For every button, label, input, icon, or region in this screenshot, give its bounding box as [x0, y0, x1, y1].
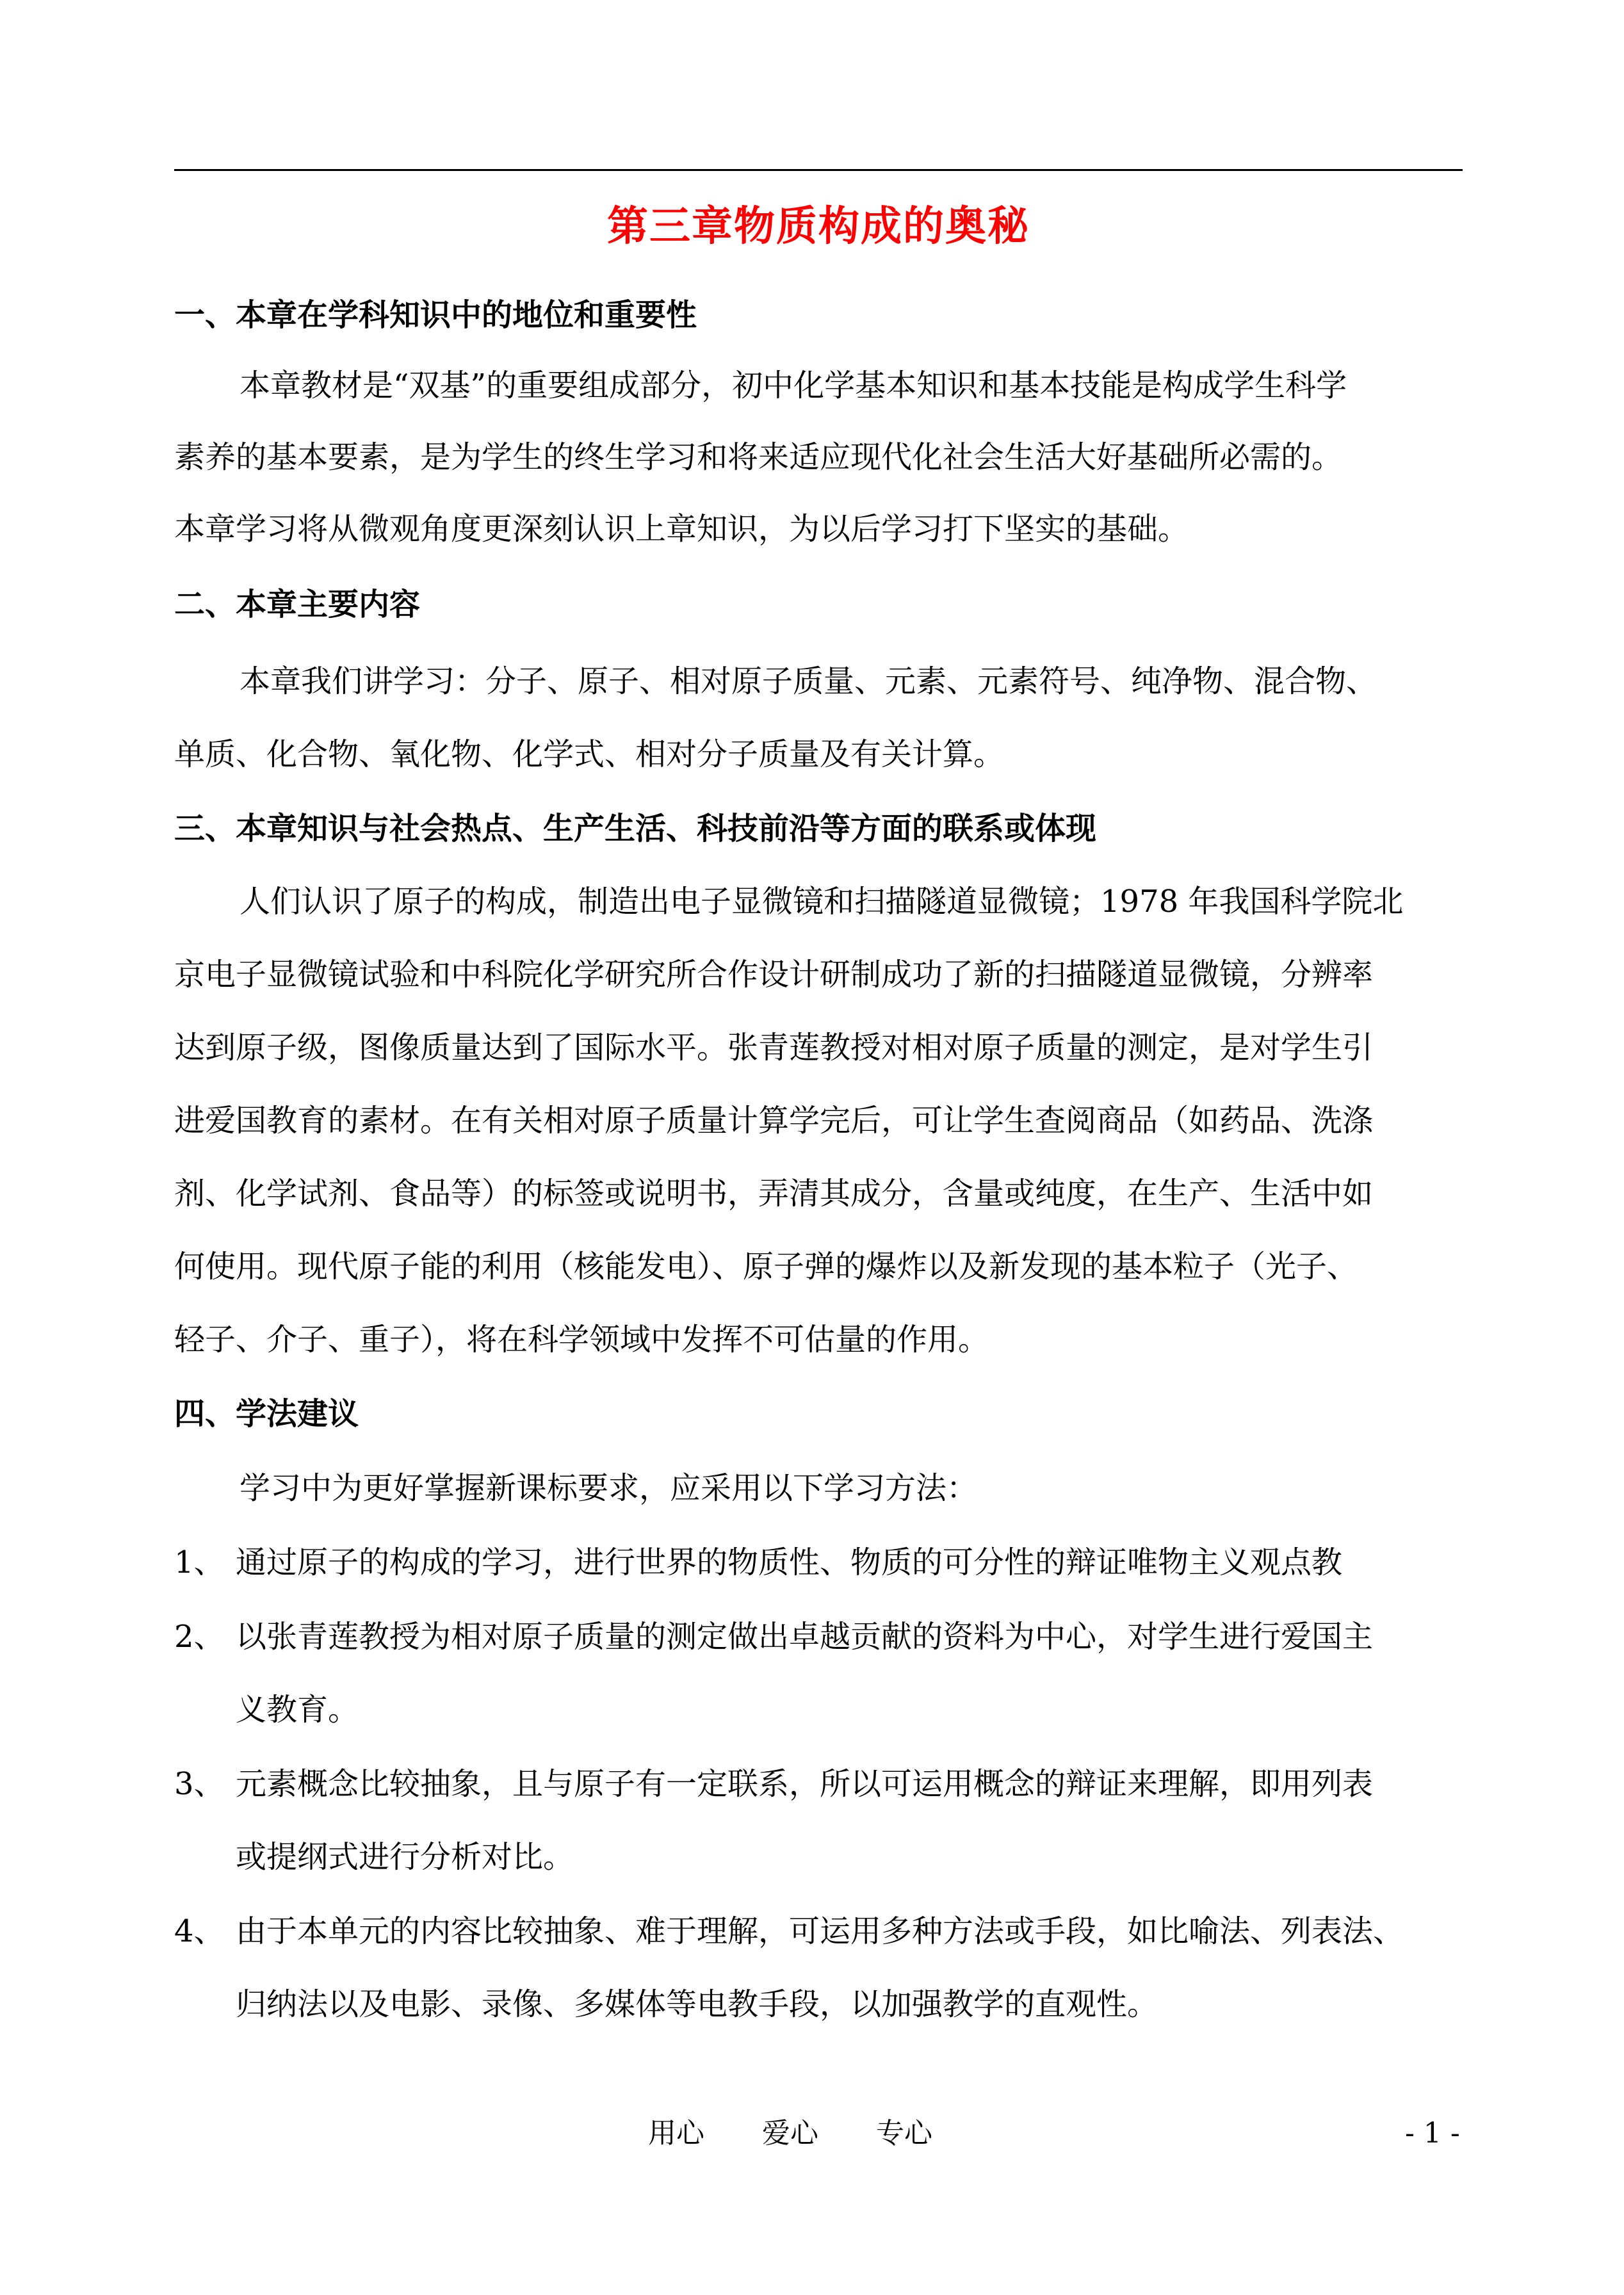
list-item-text: 由于本单元的内容比较抽象、难于理解，可运用多种方法或手段，如比喻法、列表法、 — [236, 1913, 1404, 1949]
section-heading-3: 三、本章知识与社会热点、生产生活、科技前沿等方面的联系或体现 — [174, 811, 1097, 847]
paragraph-line: 轻子、介子、重子），将在科学领域中发挥不可估量的作用。 — [174, 1322, 989, 1358]
paragraph-line: 京电子显微镜试验和中科院化学研究所合作设计研制成功了新的扫描隧道显微镜，分辨率 — [174, 957, 1374, 993]
footer-motto-1: 用心 — [648, 2117, 704, 2150]
section-heading-2: 二、本章主要内容 — [174, 587, 421, 622]
paragraph-line: 本章我们讲学习：分子、原子、相对原子质量、元素、元素符号、纯净物、混合物、 — [240, 663, 1377, 699]
list-item-text: 或提纲式进行分析对比。 — [236, 1839, 574, 1875]
footer-motto-3: 专心 — [876, 2117, 932, 2150]
list-item-number: 1、 — [174, 1545, 225, 1580]
paragraph-line: 何使用。现代原子能的利用（核能发电）、原子弹的爆炸以及新发现的基本粒子（光子、 — [174, 1249, 1358, 1285]
section-heading-4: 四、学法建议 — [174, 1396, 359, 1432]
list-item-number: 4、 — [174, 1913, 225, 1949]
paragraph-line: 本章教材是“双基”的重要组成部分，初中化学基本知识和基本技能是构成学生科学 — [240, 368, 1347, 403]
list-item-text: 归纳法以及电影、录像、多媒体等电教手段，以加强教学的直观性。 — [236, 1986, 1158, 2022]
paragraph-line: 素养的基本要素，是为学生的终生学习和将来适应现代化社会生活大好基础所必需的。 — [174, 439, 1343, 475]
paragraph-line: 本章学习将从微观角度更深刻认识上章知识，为以后学习打下坚实的基础。 — [174, 511, 1189, 547]
paragraph-line: 达到原子级，图像质量达到了国际水平。张青莲教授对相对原子质量的测定，是对学生引 — [174, 1030, 1374, 1066]
page-number: - 1 - — [1405, 2117, 1460, 2150]
list-item-text: 通过原子的构成的学习，进行世界的物质性、物质的可分性的辩证唯物主义观点教 — [236, 1545, 1343, 1580]
page-title: 第三章物质构成的奥秘 — [607, 202, 1030, 250]
paragraph-line: 学习中为更好掌握新课标要求，应采用以下学习方法： — [240, 1470, 978, 1506]
paragraph-line: 进爱国教育的素材。在有关相对原子质量计算学完后，可让学生查阅商品（如药品、洗涤 — [174, 1103, 1374, 1139]
list-item-text: 元素概念比较抽象，且与原子有一定联系，所以可运用概念的辩证来理解，即用列表 — [236, 1766, 1374, 1802]
list-item-number: 3、 — [174, 1766, 225, 1802]
list-item-text: 义教育。 — [236, 1692, 359, 1728]
footer-motto-2: 爱心 — [762, 2117, 818, 2150]
paragraph-line: 单质、化合物、氧化物、化学式、相对分子质量及有关计算。 — [174, 736, 1005, 772]
list-item-number: 2、 — [174, 1619, 225, 1655]
section-heading-1: 一、本章在学科知识中的地位和重要性 — [174, 297, 697, 333]
list-item-text: 以张青莲教授为相对原子质量的测定做出卓越贡献的资料为中心，对学生进行爱国主 — [236, 1619, 1374, 1655]
paragraph-line: 剂、化学试剂、食品等）的标签或说明书，弄清其成分，含量或纯度，在生产、生活中如 — [174, 1176, 1374, 1212]
paragraph-line: 人们认识了原子的构成，制造出电子显微镜和扫描隧道显微镜；1978 年我国科学院北 — [240, 884, 1404, 920]
header-rule — [174, 169, 1463, 171]
